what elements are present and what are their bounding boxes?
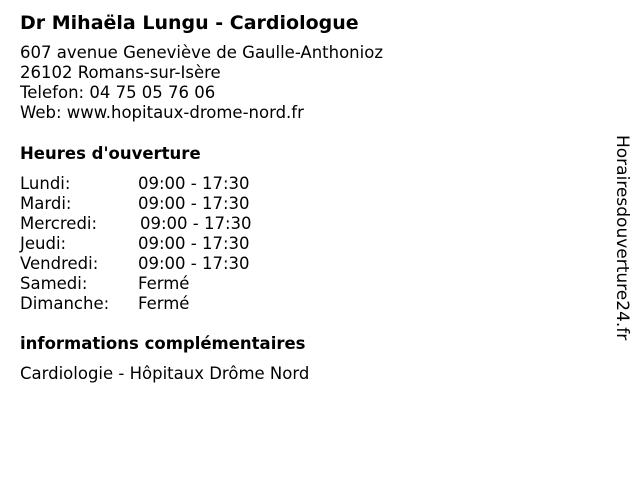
hours-row-samedi [20, 274, 280, 294]
day-hours: 09:00 - 17:30 [138, 234, 250, 253]
hours-row-mercredi [20, 214, 280, 234]
additional-info-text: Cardiologie - Hôpitaux Drôme Nord [20, 364, 310, 383]
hours-row-jeudi [20, 234, 280, 254]
day-label: Dimanche: [20, 294, 110, 313]
day-label: Vendredi: [20, 254, 99, 273]
hours-row-mardi [20, 194, 280, 214]
city-address: 26102 Romans-sur-Isère [20, 63, 221, 82]
day-label: Mardi: [20, 194, 72, 213]
street-address: 607 avenue Geneviève de Gaulle-Anthonioz [20, 43, 383, 62]
hours-row-vendredi [20, 254, 280, 274]
day-hours: Fermé [138, 294, 190, 313]
day-hours: 09:00 - 17:30 [138, 174, 250, 193]
opening-hours-heading: Heures d'ouverture [20, 144, 201, 163]
site-watermark: Horairesdouverture24.fr [612, 135, 632, 341]
day-label: Mercredi: [20, 214, 98, 233]
hours-row-lundi [20, 174, 280, 194]
page-title: Dr Mihaëla Lungu - Cardiologue [20, 12, 359, 34]
website: Web: www.hopitaux-drome-nord.fr [20, 103, 304, 122]
day-hours: Fermé [138, 274, 190, 293]
day-hours: 09:00 - 17:30 [138, 254, 250, 273]
day-hours: 09:00 - 17:30 [138, 194, 250, 213]
opening-hours-table [20, 174, 280, 314]
day-hours: 09:00 - 17:30 [140, 214, 252, 233]
day-label: Samedi: [20, 274, 88, 293]
day-label: Lundi: [20, 174, 71, 193]
additional-info-heading: informations complémentaires [20, 334, 306, 353]
phone-number: Telefon: 04 75 05 76 06 [20, 83, 216, 102]
contact-block [20, 43, 383, 123]
day-label: Jeudi: [20, 234, 67, 253]
hours-row-dimanche [20, 294, 280, 314]
